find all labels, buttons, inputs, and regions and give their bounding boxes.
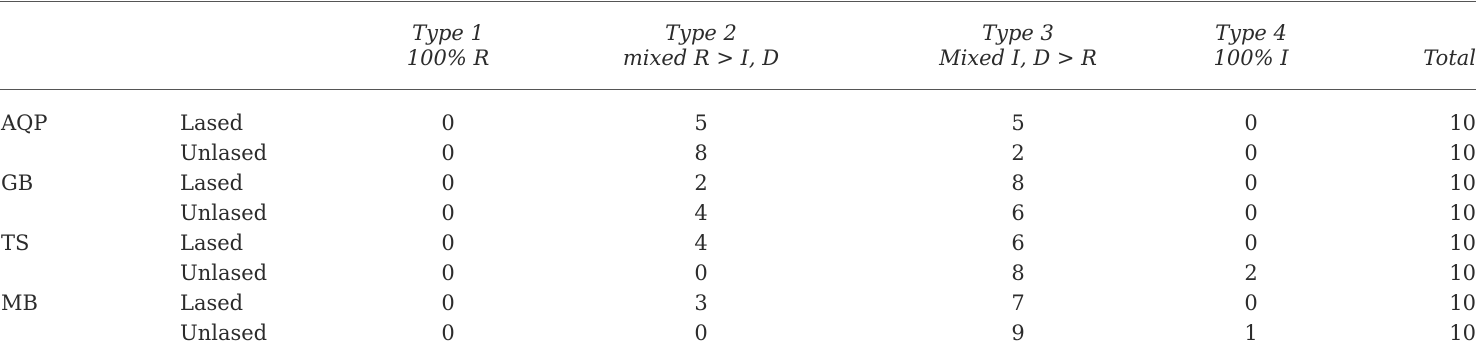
type2-cell: 4 [694,201,708,225]
table-row [0,228,1476,258]
type4-cell: 1 [1244,321,1258,345]
header-total-label: Total [1423,46,1476,70]
table-row [0,288,1476,318]
site-cell: MB [1,291,38,315]
header-total-line1 [1396,21,1476,46]
type4-cell: 0 [1244,141,1258,165]
condition-cell: Lased [180,171,244,195]
table-row [0,138,1476,168]
top-rule [0,1,1476,2]
condition-cell: Unlased [180,321,268,345]
table-row [0,258,1476,288]
type4-cell: 0 [1244,111,1258,135]
type1-cell: 0 [441,171,455,195]
type1-cell: 0 [441,261,455,285]
type1-cell: 0 [441,291,455,315]
header-total [1396,21,1476,71]
header-rule [0,89,1476,90]
type3-cell: 6 [1011,231,1025,255]
total-cell: 10 [1449,231,1476,255]
type2-cell: 0 [694,261,708,285]
type2-cell: 0 [694,321,708,345]
total-cell: 10 [1449,141,1476,165]
type2-cell: 2 [694,171,708,195]
table-row [0,168,1476,198]
header-type-1-desc: 100% R [406,46,490,70]
total-cell: 10 [1449,261,1476,285]
type2-cell: 3 [694,291,708,315]
header-type-2-title: Type 2 [665,21,737,45]
site-cell: TS [1,231,30,255]
type1-cell: 0 [441,141,455,165]
type4-cell: 0 [1244,231,1258,255]
condition-cell: Lased [180,291,244,315]
total-cell: 10 [1449,171,1476,195]
type4-cell: 0 [1244,171,1258,195]
total-cell: 10 [1449,111,1476,135]
table-row [0,108,1476,138]
table-row [0,198,1476,228]
type3-cell: 5 [1011,111,1025,135]
header-type-3-desc: Mixed I, D > R [939,46,1097,70]
condition-cell: Unlased [180,261,268,285]
type4-cell: 0 [1244,291,1258,315]
condition-cell: Unlased [180,201,268,225]
type4-cell: 2 [1244,261,1258,285]
total-cell: 10 [1449,321,1476,345]
site-cell: AQP [1,111,48,135]
header-type-1-title: Type 1 [412,21,484,45]
type2-cell: 8 [694,141,708,165]
type1-cell: 0 [441,231,455,255]
header-type-4-title: Type 4 [1215,21,1287,45]
type3-cell: 8 [1011,261,1025,285]
condition-cell: Lased [180,111,244,135]
header-type-2-desc: mixed R > I, D [622,46,780,70]
header-type-4 [1181,21,1321,71]
total-cell: 10 [1449,201,1476,225]
type1-cell: 0 [441,321,455,345]
header-type-4-desc: 100% I [1213,46,1289,70]
header-type-3-title: Type 3 [982,21,1054,45]
total-cell: 10 [1449,291,1476,315]
type4-cell: 0 [1244,201,1258,225]
type1-cell: 0 [441,201,455,225]
type2-cell: 5 [694,111,708,135]
type1-cell: 0 [441,111,455,135]
site-cell: GB [1,171,34,195]
condition-cell: Lased [180,231,244,255]
condition-cell: Unlased [180,141,268,165]
header-type-2 [586,21,816,71]
header-type-1 [378,21,518,71]
type3-cell: 7 [1011,291,1025,315]
type3-cell: 9 [1011,321,1025,345]
type3-cell: 2 [1011,141,1025,165]
type3-cell: 6 [1011,201,1025,225]
type3-cell: 8 [1011,171,1025,195]
table-row [0,318,1476,348]
type2-cell: 4 [694,231,708,255]
header-type-3 [903,21,1133,71]
